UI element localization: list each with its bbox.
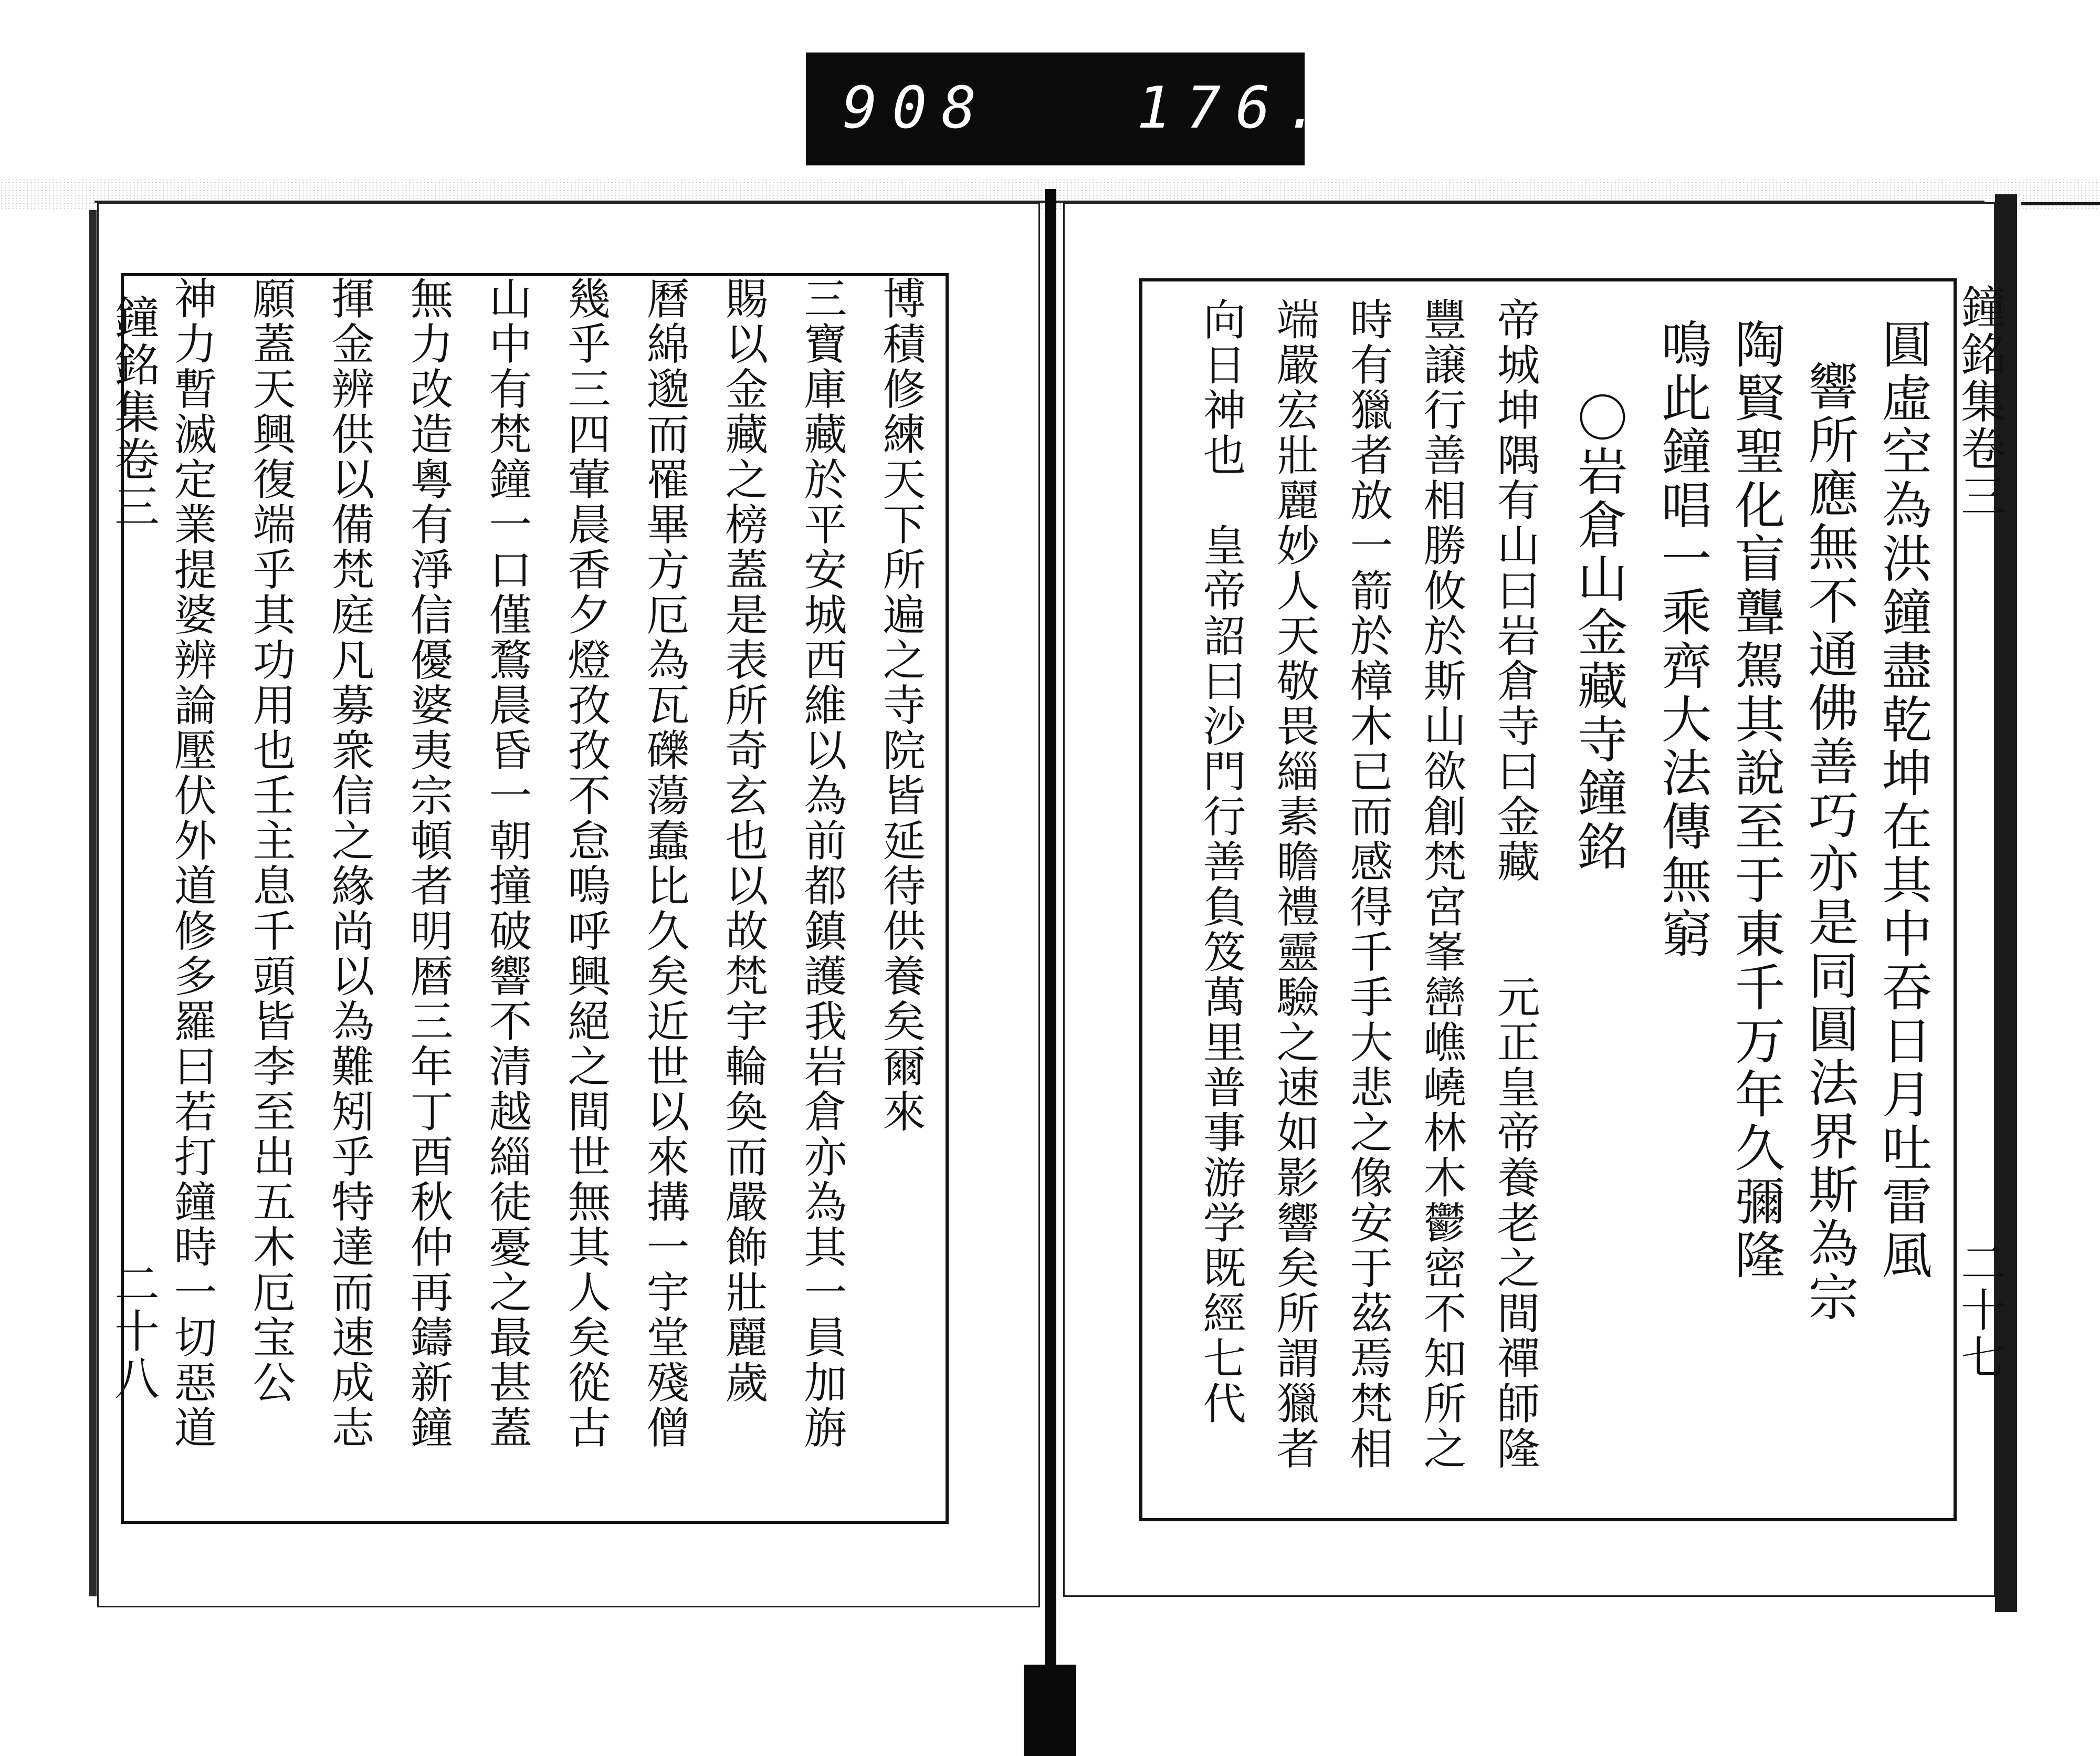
book-spine-base (1024, 1665, 1076, 1756)
left-column-5: 幾乎三四葷晨香夕燈孜孜不怠嗚呼興絕之間世無其人矣從古 (561, 276, 611, 1450)
archive-number-left: 908 (843, 74, 991, 141)
right-running-head: 鐘銘集卷三 (1953, 284, 2006, 520)
archive-label-card (806, 53, 1335, 165)
archive-number-right: 176. (1137, 74, 1335, 141)
right-column-3: 陶賢聖化盲聾駕其說至于東千万年久彌隆 (1727, 318, 1786, 1282)
left-column-4: 曆綿邈而罹畢方厄為瓦礫蕩蠢比久矣近世以來搆一宇堂殘僧 (639, 276, 689, 1450)
right-column-5: 〇岩倉山金藏寺鐘銘 (1569, 392, 1628, 874)
right-column-7: 豐譲行善相勝攸於斯山欲創梵宮峯巒嶕嶢林木鬱密不知所之 (1416, 297, 1466, 1471)
right-column-9: 端嚴宏壯麗妙人天敬畏緇素瞻禮靈驗之速如影響矣所謂獵者 (1269, 297, 1319, 1471)
book-left-edge (89, 210, 97, 1596)
left-column-8: 揮金辨供以備梵庭凡募衆信之緣尚以為難矧乎特達而速成志 (324, 276, 374, 1450)
right-column-8: 時有獵者放一箭於樟木已而感得千手大悲之像安于茲焉梵相 (1343, 297, 1393, 1471)
book-right-edge-line (2021, 202, 2100, 205)
left-column-10: 神力暫滅定業提婆辨論壓伏外道修多羅曰若打鐘時一切惡道 (167, 276, 217, 1450)
right-column-2: 響所應無不通佛善巧亦是同圓法界斯為宗 (1800, 360, 1859, 1324)
left-folio: 二十八 (107, 1260, 159, 1402)
left-column-9: 願蓋天興復端乎其功用也壬主息千頭皆李至出五木厄宝公 (246, 276, 296, 1405)
book-spine (1045, 189, 1056, 1756)
right-column-10: 向日神也 皇帝詔曰沙門行善負笈萬里普事游学既經七代 (1196, 297, 1246, 1426)
left-column-1: 博積修練天下所遍之寺院皆延待供養矣爾來 (876, 276, 926, 1134)
right-text-frame (1139, 278, 1957, 1521)
right-column-6: 帝城坤隅有山曰岩倉寺曰金藏 元正皇帝養老之間禪師隆 (1490, 297, 1540, 1471)
left-text-frame (121, 273, 949, 1524)
left-column-3: 賜以金藏之榜蓋是表所奇玄也以故梵宇輪奐而嚴飾壯麗歲 (718, 276, 768, 1405)
right-column-1: 圓虛空為洪鐘盡乾坤在其中吞日月吐雷風 (1874, 318, 1933, 1282)
right-folio: 二十七 (1953, 1239, 2006, 1381)
left-running-head: 鐘銘集卷三 (107, 294, 159, 530)
left-column-2: 三寶庫藏於平安城西維以為前都鎮護我岩倉亦為其一員加旃 (797, 276, 847, 1450)
left-column-6: 山中有梵鐘一口僅鶩晨昏一朝撞破響不清越緇徒憂之最甚蓋 (482, 276, 532, 1450)
left-column-7: 無力改造粵有淨信優婆夷宗頓者明暦三年丁酉秋仲再鑄新鐘 (403, 276, 453, 1450)
right-column-4: 鳴此鐘唱一乘齊大法傳無窮 (1653, 318, 1712, 961)
